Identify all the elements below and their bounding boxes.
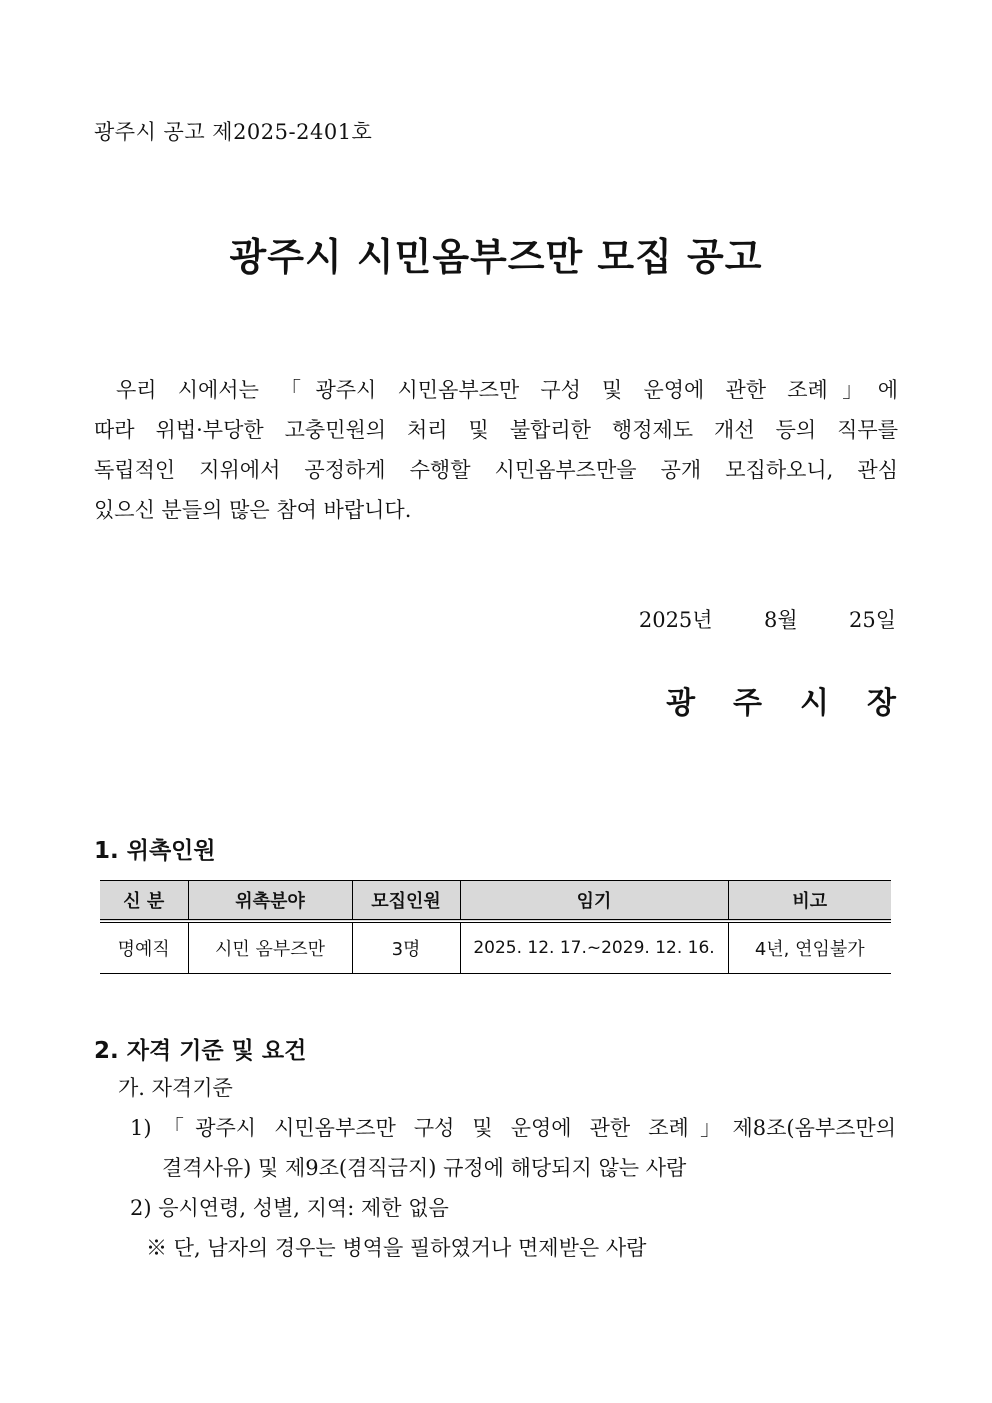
intro-line-3: 독립적인 지위에서 공정하게 수행할 시민옴부즈만을 공개 모집하오니, 관심 xyxy=(94,458,898,482)
date-year: 2025년 xyxy=(638,608,713,632)
page-title: 광주시 시민옴부즈만 모집 공고 xyxy=(229,235,763,279)
cell-status: 명예직 xyxy=(100,921,188,974)
col-header-remarks: 비고 xyxy=(728,881,891,922)
date-day: 25일 xyxy=(848,608,896,632)
intro-line-1: 우리 시에서는 「광주시 시민옴부즈만 구성 및 운영에 관한 조례」에 xyxy=(116,378,898,402)
signer: 광주시장 xyxy=(666,686,934,721)
section-1-heading: 1. 위촉인원 xyxy=(94,838,216,864)
cell-field: 시민 옴부즈만 xyxy=(188,921,352,974)
intro-line-2: 따라 위법·부당한 고충민원의 처리 및 불합리한 행정제도 개선 등의 직무를 xyxy=(94,418,898,442)
col-header-field: 위촉분야 xyxy=(188,881,352,922)
cell-count: 3명 xyxy=(352,921,460,974)
col-header-count: 모집인원 xyxy=(352,881,460,922)
date-month: 8월 xyxy=(763,608,798,632)
cell-remarks: 4년, 연임불가 xyxy=(728,921,891,974)
subsection-a: 가. 자격기준 xyxy=(118,1076,233,1100)
criterion-1-line-1: 1)「광주시 시민옴부즈만 구성 및 운영에 관한 조례」제8조(옴부즈만의 xyxy=(130,1116,896,1140)
cell-term: 2025. 12. 17.~2029. 12. 16. xyxy=(460,921,728,974)
table-row xyxy=(100,921,891,974)
notice-number: 광주시 공고 제2025-2401호 xyxy=(94,120,373,144)
notice-date xyxy=(639,604,896,634)
col-header-term: 임기 xyxy=(460,881,728,922)
criterion-1-line-2: 결격사유) 및 제9조(겸직금지) 규정에 해당되지 않는 사람 xyxy=(162,1156,687,1180)
col-header-status: 신 분 xyxy=(100,881,188,922)
intro-line-4: 있으신 분들의 많은 참여 바랍니다. xyxy=(94,498,412,522)
table-header-row xyxy=(100,881,891,922)
criterion-2: 2) 응시연령, 성별, 지역: 제한 없음 xyxy=(130,1196,449,1220)
criterion-note: ※ 단, 남자의 경우는 병역을 필하였거나 면제받은 사람 xyxy=(146,1236,647,1260)
section-2-heading: 2. 자격 기준 및 요건 xyxy=(94,1038,307,1064)
recruitment-table xyxy=(100,880,891,974)
